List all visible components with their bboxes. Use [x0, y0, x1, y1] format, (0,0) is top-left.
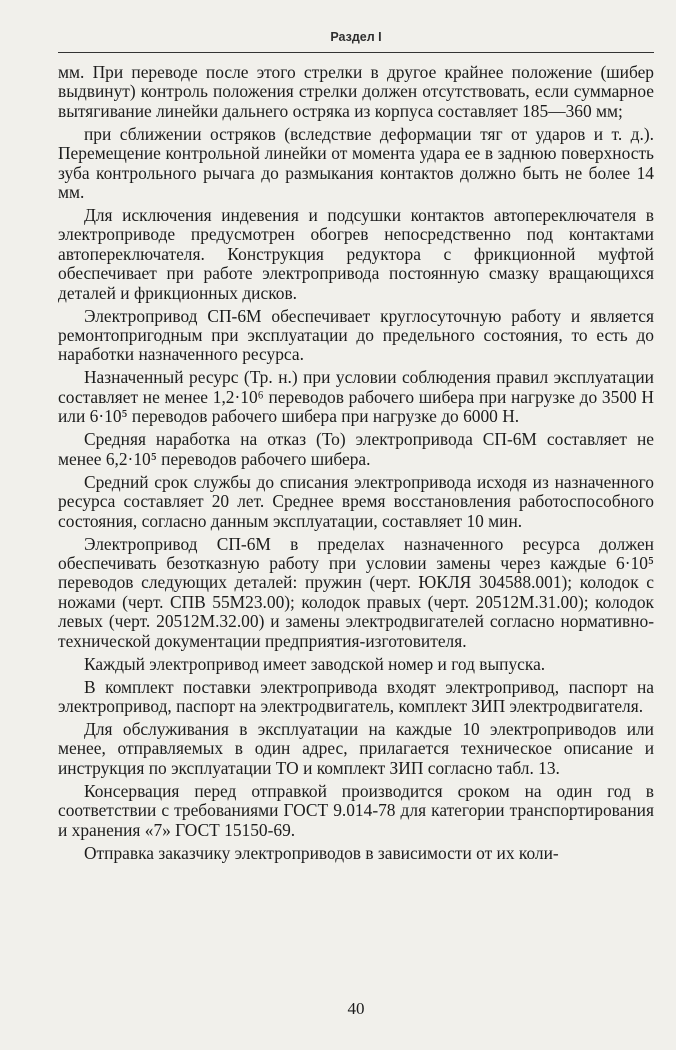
header-rule	[58, 52, 654, 53]
section-header: Раздел I	[330, 30, 382, 44]
paragraph: Электропривод СП-6М в пределах назначенного ресурса должен обеспечивать безотказную работу при условии замены через каждые 6·10⁵ переводов следующих деталей: пружин (черт. ЮКЛЯ 304588.001); колодок с ножами (черт. СПВ 55М23.00); колодок правых (черт. 20512М.31.00); колодок левых (черт. 20512М.32.00) и замены электродвигателей согласно нормативно-технической документации предприятия-изготовителя.	[58, 533, 654, 651]
paragraph: при сближении остряков (вследствие деформации тяг от ударов и т. д.). Перемещение контрольной линейки от момента удара ее в заднюю поверхность зуба контрольного рычага до размыкания контактов должно быть не более 14 мм.	[58, 123, 654, 203]
paragraph: Каждый электропривод имеет заводской номер и год выпуска.	[84, 653, 546, 674]
paragraph: В комплект поставки электропривода входят электропривод, паспорт на электропривод, паспорт на электродвигатель, комплект ЗИП электродвигателя.	[58, 676, 654, 716]
paragraph: Электропривод СП-6М обеспечивает круглосуточную работу и является ремонтопригодным при эксплуатации до предельного состояния, то есть до наработки назначенного ресурса.	[58, 305, 654, 365]
paragraph: Назначенный ресурс (Тр. н.) при условии соблюдения правил эксплуатации составляет не менее 1,2·10⁶ переводов рабочего шибера при нагрузке до 3500 Н или 6·10⁵ переводов рабочего шибера при нагрузке до 6000 Н.	[58, 367, 654, 427]
paragraph: Отправка заказчику электроприводов в зависимости от их коли-	[84, 842, 559, 863]
paragraph: Средний срок службы до списания электропривода исходя из назначенного ресурса составляет 20 лет. Среднее время восстановления работоспособного состояния, согласно данным эксплуатации, составляет 10 мин.	[58, 471, 654, 531]
paragraph: Для обслуживания в эксплуатации на каждые 10 электроприводов или менее, отправляемых в один адрес, прилагается техническое описание и инструкция по эксплуатации ТО и комплект ЗИП согласно табл. 13.	[58, 718, 654, 778]
page-number: 40	[347, 999, 365, 1018]
paragraph: мм. При переводе после этого стрелки в другое крайнее положение (шибер выдвинут) контроль положения стрелки должен отсутствовать, если суммарное вытягивание линейки дальнего остряка из корпуса составляет 185—360 мм;	[58, 62, 654, 121]
paragraph: Средняя наработка на отказ (То) электропривода СП-6М составляет не менее 6,2·10⁵ переводов рабочего шибера.	[58, 429, 654, 469]
paragraph: Консервация перед отправкой производится сроком на один год в соответствии с требованиями ГОСТ 9.014-78 для категории транспортирования и хранения «7» ГОСТ 15150-69.	[58, 780, 654, 840]
paragraph: Для исключения индевения и подсушки контактов автопереключателя в электроприводе предусмотрен обогрев непосредственно под контактами автопереключателя. Конструкция редуктора с фрикционной муфтой обеспечивает при работе электропривода постоянную смазку вращающихся деталей и фрикционных дисков.	[58, 205, 654, 303]
body-text	[58, 63, 654, 863]
